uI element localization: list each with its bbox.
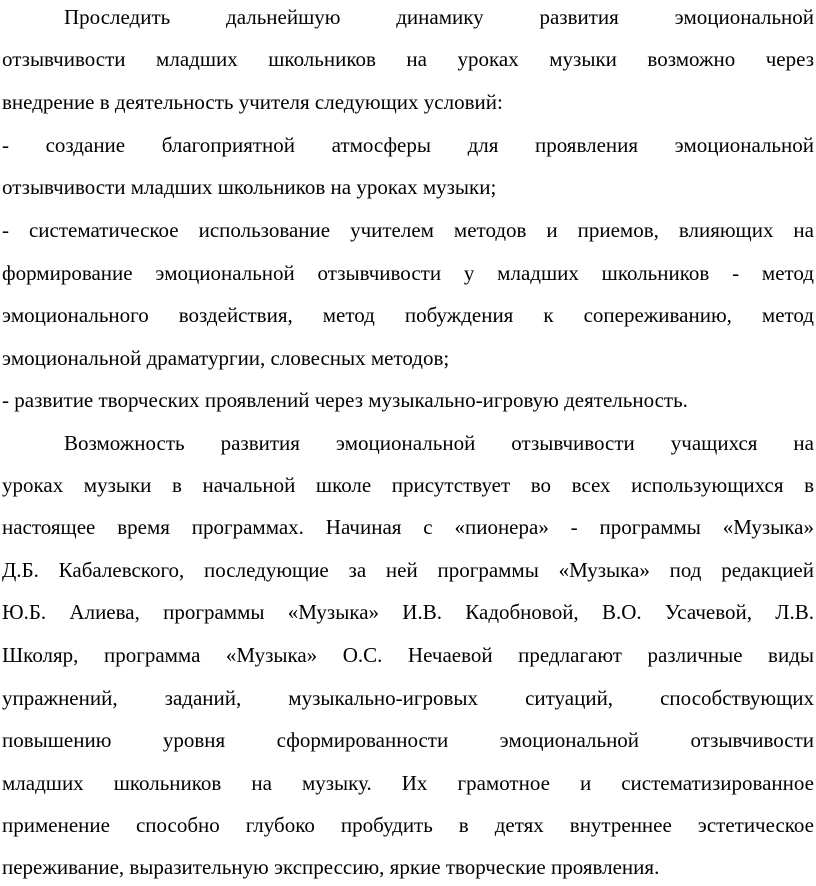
text-line: - создание благоприятной атмосферы для проявления эмоциональной: [2, 133, 814, 157]
text-line: уроках музыки в начальной школе присутствует во всех использующихся в: [2, 473, 814, 497]
text-line: Школяр, программа «Музыка» О.С. Нечаевой предлагают различные виды: [2, 643, 814, 667]
text-line: - систематическое использование учителем методов и приемов, влияющих на: [2, 218, 814, 242]
text-line: повышению уровня сформированности эмоциональной отзывчивости: [2, 728, 814, 752]
text-line: Возможность развития эмоциональной отзывчивости учащихся на: [64, 431, 814, 455]
text-line: младших школьников на музыку. Их грамотное и систематизированное: [2, 771, 814, 795]
text-line: Д.Б. Кабалевского, последующие за ней программы «Музыка» под редакцией: [2, 558, 814, 582]
text-line: упражнений, заданий, музыкально-игровых ситуаций, способствующих: [2, 686, 814, 710]
text-line: - развитие творческих проявлений через музыкально-игровую деятельность.: [2, 388, 688, 412]
text-line: внедрение в деятельность учителя следующих условий:: [2, 90, 503, 114]
text-line: отзывчивости младших школьников на уроках музыки возможно через: [2, 47, 814, 71]
text-line: Проследить дальнейшую динамику развития эмоциональной: [64, 5, 814, 29]
text-line: Ю.Б. Алиева, программы «Музыка» И.В. Кадобновой, В.О. Усачевой, Л.В.: [2, 600, 814, 624]
text-line: переживание, выразительную экспрессию, яркие творческие проявления.: [2, 855, 660, 879]
text-line: настоящее время программах. Начиная с «пионера» - программы «Музыка»: [2, 515, 814, 539]
text-line: эмоционального воздействия, метод побуждения к сопереживанию, метод: [2, 303, 814, 327]
text-line: отзывчивости младших школьников на уроках музыки;: [2, 175, 497, 199]
text-line: применение способно глубоко пробудить в детях внутреннее эстетическое: [2, 813, 814, 837]
text-line: формирование эмоциональной отзывчивости у младших школьников - метод: [2, 261, 814, 285]
text-line: эмоциональной драматургии, словесных методов;: [2, 346, 450, 370]
